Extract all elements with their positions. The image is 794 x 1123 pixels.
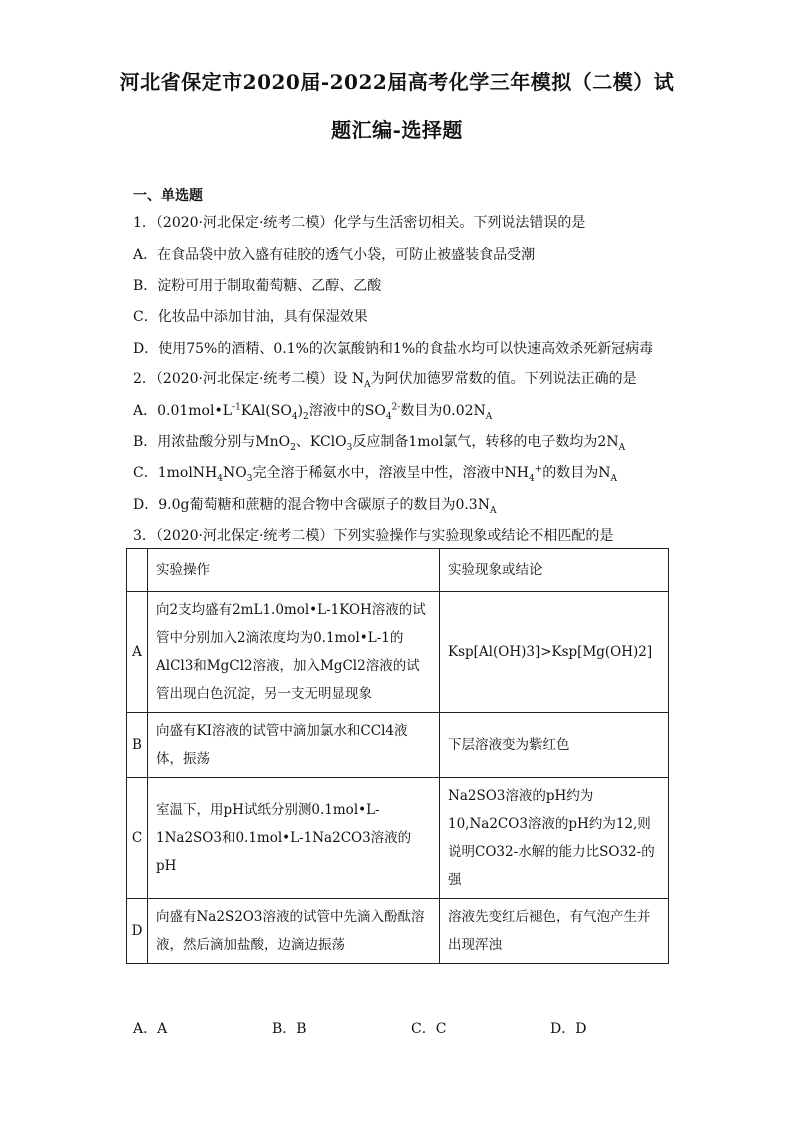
doc-title-line1: 河北省保定市2020届-2022届高考化学三年模拟（二模）试 bbox=[119, 70, 675, 94]
table-row-b bbox=[127, 713, 669, 778]
table-header-empty bbox=[127, 549, 148, 592]
section-heading: 一、单选题 bbox=[133, 188, 203, 204]
q1-option-b: B．淀粉可用于制取葡萄糖、乙醇、乙酸 bbox=[133, 278, 382, 294]
row-operation: 向2支均盛有2mL1.0mol•L-1KOH溶液的试管中分别加入2滴浓度均为0.1mol•L-1的AlCl3和MgCl2溶液，加入MgCl2溶液的试管出现白色沉淀，另一支无明显现象 bbox=[148, 592, 440, 713]
experiment-table bbox=[126, 548, 669, 964]
q1-stem: 1．（2020·河北保定·统考二模）化学与生活密切相关。下列说法错误的是 bbox=[133, 215, 586, 231]
row-label: A bbox=[127, 592, 148, 713]
row-operation: 向盛有KI溶液的试管中滴加氯水和CCl4液体，振荡 bbox=[148, 713, 440, 778]
table-row-a bbox=[127, 592, 669, 713]
table-header-row bbox=[127, 549, 669, 592]
table-row-d bbox=[127, 899, 669, 964]
q1-option-a: A．在食品袋中放入盛有硅胶的透气小袋，可防止被盛装食品受潮 bbox=[133, 247, 536, 263]
q3-answer-d: D．D bbox=[550, 1021, 587, 1037]
table-header-result: 实验现象或结论 bbox=[440, 549, 669, 592]
q2-option-b: B．用浓盐酸分别与MnO$_2$、KClO$_3$反应制备1mol氯气，转移的电子数均为$2N_A$ bbox=[133, 434, 626, 453]
row-result: 溶液先变红后褪色，有气泡产生并出现浑浊 bbox=[440, 899, 669, 964]
q2-option-a: A．$0.01mol•L^{-1}KAl(SO_4)_2$溶液中的$SO_4^{2-}$数目为$0.02N_A$ bbox=[133, 402, 493, 422]
q3-answer-a: A．A bbox=[133, 1021, 168, 1037]
row-label: D bbox=[127, 899, 148, 964]
q2-option-d: D．9.0g葡萄糖和蔗糖的混合物中含碳原子的数目为$0.3N_A$ bbox=[133, 497, 497, 516]
row-operation: 室温下，用pH试纸分别测0.1mol•L-1Na2SO3和0.1mol•L-1Na2CO3溶液的pH bbox=[148, 778, 440, 899]
q1-option-d: D．使用75%的酒精、0.1%的次氯酸钠和1%的食盐水均可以快速高效杀死新冠病毒 bbox=[133, 341, 654, 357]
table-header-operation: 实验操作 bbox=[148, 549, 440, 592]
row-label: B bbox=[127, 713, 148, 778]
row-result: Na2SO3溶液的pH约为10,Na2CO3溶液的pH约为12,则说明CO32-水解的能力比SO32-的强 bbox=[440, 778, 669, 899]
q3-answer-c: C．C bbox=[411, 1021, 447, 1037]
q3-answer-b: B．B bbox=[272, 1021, 307, 1037]
row-label: C bbox=[127, 778, 148, 899]
row-operation: 向盛有Na2S2O3溶液的试管中先滴入酚酞溶液，然后滴加盐酸，边滴边振荡 bbox=[148, 899, 440, 964]
q2-stem: 2．（2020·河北保定·统考二模）设 $N_A$为阿伏加德罗常数的值。下列说法正确的是 bbox=[133, 371, 637, 390]
doc-title-line2: 题汇编-选择题 bbox=[331, 118, 463, 142]
q1-option-c: C．化妆品中添加甘油，具有保湿效果 bbox=[133, 309, 368, 325]
row-result: 下层溶液变为紫红色 bbox=[440, 713, 669, 778]
q3-stem: 3．（2020·河北保定·统考二模）下列实验操作与实验现象或结论不相匹配的是 bbox=[133, 528, 614, 544]
row-result: Ksp[Al(OH)3]>Ksp[Mg(OH)2] bbox=[440, 592, 669, 713]
table-row-c bbox=[127, 778, 669, 899]
q2-option-c: C．$1molNH_4NO_3$完全溶于稀氨水中，溶液呈中性，溶液中$NH_4^+$的数目为$N_A$ bbox=[133, 464, 617, 484]
